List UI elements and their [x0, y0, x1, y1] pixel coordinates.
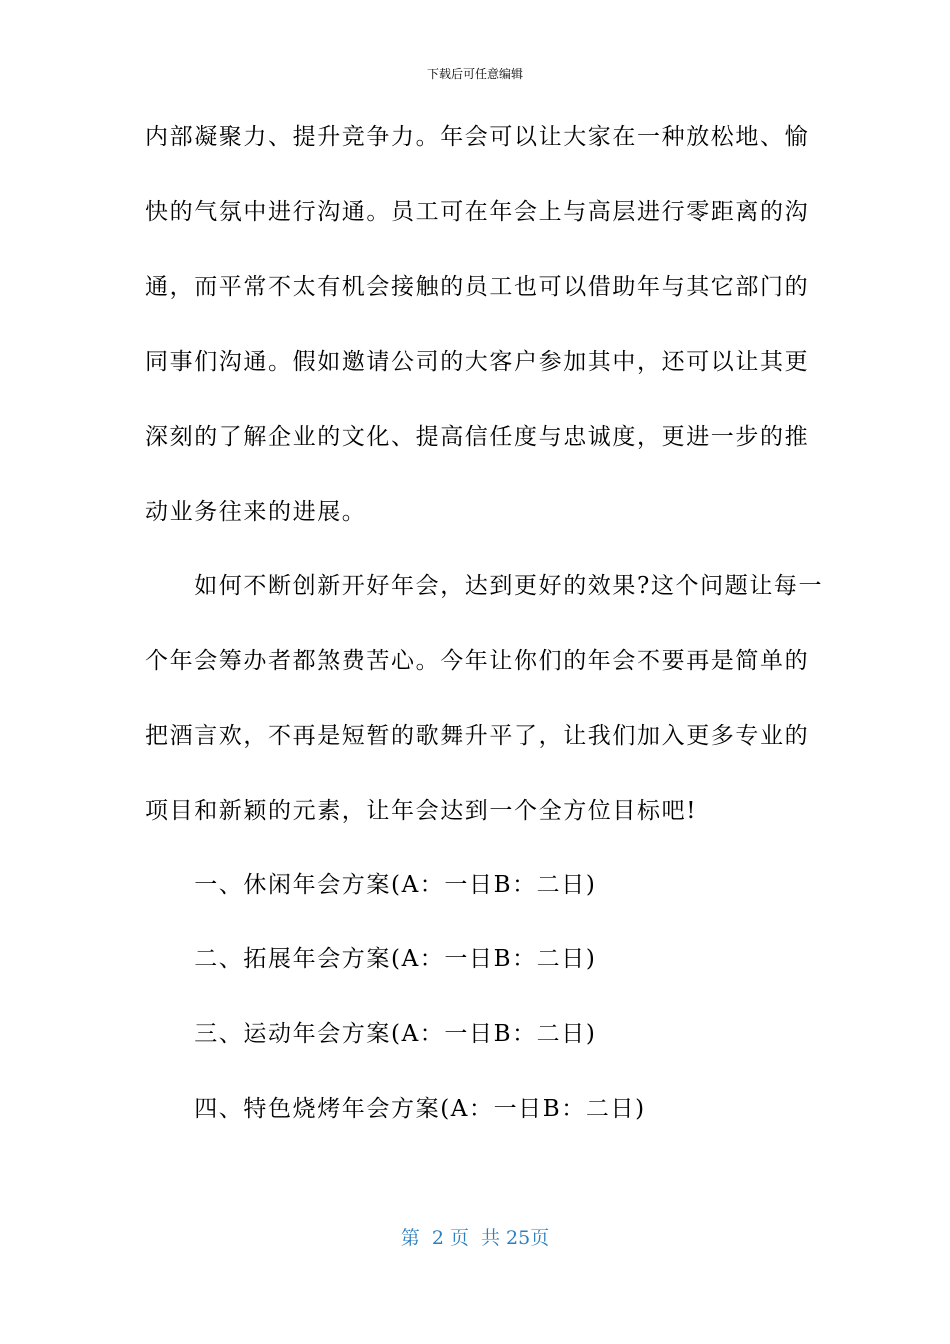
plan-item-leisure: 一、休闲年会方案(A：一日B：二日)	[145, 872, 597, 898]
page-header-note: 下载后可任意编辑	[426, 67, 523, 81]
text-line: 项目和新颖的元素，让年会达到一个全方位目标吧!	[145, 798, 698, 824]
paragraph-2	[145, 570, 824, 827]
text-line: 如何不断创新开好年会，达到更好的效果?这个问题让每一	[145, 573, 824, 599]
paragraph-1	[145, 121, 810, 528]
document-body	[145, 121, 824, 1125]
text-line: 通，而平常不太有机会接触的员工也可以借助年与其它部门的	[145, 274, 810, 300]
plan-list	[145, 869, 810, 1125]
text-line: 同事们沟通。假如邀请公司的大客户参加其中，还可以让其更	[145, 349, 810, 375]
text-line: 深刻的了解企业的文化、提高信任度与忠诚度，更进一步的推	[145, 424, 810, 450]
plan-item-sports: 三、运动年会方案(A：一日B：二日)	[145, 1021, 597, 1047]
text-line: 个年会筹办者都煞费苦心。今年让你们的年会不要再是简单的	[145, 648, 810, 674]
text-line: 把酒言欢，不再是短暂的歌舞升平了，让我们加入更多专业的	[145, 723, 810, 749]
text-line: 内部凝聚力、提升竞争力。年会可以让大家在一种放松地、愉	[145, 124, 810, 150]
text-line: 快的气氛中进行沟通。员工可在年会上与高层进行零距离的沟	[145, 199, 810, 225]
plan-item-outdoor-training: 二、拓展年会方案(A：一日B：二日)	[145, 946, 597, 972]
text-line: 动业务往来的进展。	[145, 499, 367, 525]
plan-item-barbecue: 四、特色烧烤年会方案(A：一日B：二日)	[145, 1096, 646, 1122]
page-number-footer: 第 2 页 共 25页	[400, 1227, 550, 1249]
